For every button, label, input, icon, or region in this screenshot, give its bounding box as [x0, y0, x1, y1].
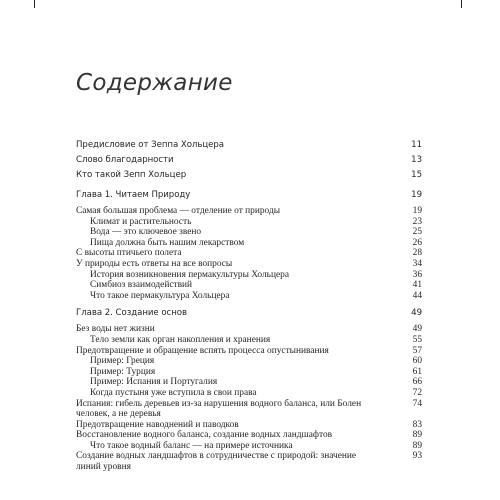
toc-entry-title: Пример: Турция — [90, 366, 156, 377]
toc-entry-title: Пища должна быть нашим лекарством — [90, 237, 245, 248]
toc-entry — [76, 291, 422, 302]
table-of-contents — [76, 138, 422, 473]
page-title: Содержание — [76, 70, 233, 96]
toc-entry-page-number: 25 — [412, 227, 422, 238]
toc-entry-page-number: 55 — [412, 334, 422, 345]
toc-entry — [76, 138, 422, 153]
toc-entry-page-number: 13 — [411, 155, 422, 165]
toc-entry-page-number: 89 — [412, 430, 422, 441]
toc-entry-page-number: 11 — [411, 140, 422, 150]
toc-entry-title: Предисловие от Зеппа Хольцера — [76, 140, 225, 150]
toc-entry-page-number: 28 — [412, 248, 422, 259]
toc-entry — [76, 270, 422, 281]
toc-entry-page-number: 49 — [411, 308, 422, 319]
toc-entry — [76, 188, 422, 203]
toc-entry-title: Симбиоз взаимодействий — [90, 280, 193, 291]
toc-entry — [76, 206, 422, 217]
toc-entry-title: Предотвращение наводнений и паводков — [76, 419, 239, 430]
toc-entry — [76, 335, 422, 346]
toc-entry-page-number: 44 — [412, 290, 422, 301]
toc-entry-page-number: 74 — [412, 398, 422, 409]
toc-entry-page-number: 41 — [412, 280, 422, 291]
toc-entry-page-number: 34 — [412, 258, 422, 269]
toc-entry — [76, 259, 422, 270]
toc-entry — [76, 399, 422, 420]
toc-entry-page-number: 36 — [412, 269, 422, 280]
toc-entry — [76, 356, 422, 367]
toc-entry-title: Создание водных ландшафтов в сотрудничестве с природой: значение линий уровня — [76, 451, 357, 473]
toc-entry-title: Восстановление водного баланса, создание водных ландшафтов — [76, 430, 333, 441]
toc-entry-page-number: 66 — [412, 377, 422, 388]
toc-entry-page-number: 72 — [412, 387, 422, 398]
toc-entry — [76, 420, 422, 431]
toc-entry — [76, 377, 422, 388]
toc-entry-page-number: 49 — [412, 324, 422, 335]
toc-entry-title: Самая большая проблема — отделение от природы — [76, 206, 281, 216]
crop-mark-left — [34, 0, 35, 8]
toc-entry-title: Климат и растительность — [90, 216, 192, 227]
toc-entry — [76, 168, 422, 183]
toc-entry — [76, 306, 422, 321]
toc-entry-page-number: 89 — [412, 440, 422, 451]
toc-entry-page-number: 15 — [411, 170, 422, 180]
toc-entry-title: Кто такой Зепп Хольцер — [76, 170, 187, 180]
toc-entry — [76, 346, 422, 357]
toc-entry-title: Предотвращение и обращение вспять процесса опустынивания — [76, 345, 329, 356]
toc-entry-page-number: 57 — [412, 345, 422, 356]
toc-entry — [76, 238, 422, 249]
toc-entry — [76, 388, 422, 399]
toc-entry — [76, 227, 422, 238]
toc-entry-title: Испания: гибель деревьев из-за нарушения водного баланса, или Болен человек, а не деревья — [76, 398, 362, 420]
toc-entry-page-number: 19 — [412, 206, 422, 216]
toc-entry — [76, 248, 422, 259]
toc-entry-title: Вода — это ключевое звено — [90, 227, 202, 238]
toc-entry-title: Слово благодарности — [76, 155, 174, 165]
toc-entry-title: С высоты птичьего полета — [76, 248, 182, 259]
toc-entry-title: Глава 2. Создание основ — [76, 308, 188, 319]
toc-entry-title: Когда пустыня уже вступила в свои права — [90, 387, 257, 398]
toc-entry-title: Пример: Греция — [90, 356, 155, 367]
toc-entry — [76, 441, 422, 452]
toc-entry — [76, 367, 422, 378]
toc-entry-title: Пример: Испания и Португалия — [90, 377, 218, 388]
toc-entry — [76, 280, 422, 291]
toc-entry-title: Глава 1. Читаем Природу — [76, 190, 191, 200]
toc-entry-page-number: 23 — [412, 216, 422, 227]
toc-entry-title: Без воды нет жизни — [76, 324, 155, 335]
crop-mark-right — [461, 0, 462, 8]
toc-entry — [76, 451, 422, 472]
toc-entry — [76, 153, 422, 168]
toc-entry-title: У природы есть ответы на все вопросы — [76, 258, 233, 269]
toc-entry-page-number: 61 — [412, 366, 422, 377]
toc-entry-page-number: 83 — [412, 419, 422, 430]
toc-entry-title: Что такое водный баланс — на примере источника — [90, 440, 293, 451]
toc-entry-title: Что такое пермакультура Хольцера — [90, 290, 230, 301]
toc-entry-page-number: 60 — [412, 356, 422, 367]
toc-entry — [76, 430, 422, 441]
toc-entry-title: Тело земли как орган накопления и хранения — [90, 334, 271, 345]
toc-entry-page-number: 26 — [412, 237, 422, 248]
toc-entry-page-number: 93 — [412, 451, 422, 462]
toc-entry-title: История возникновения пермакультуры Хольцера — [90, 269, 289, 280]
toc-entry-page-number: 19 — [411, 190, 422, 200]
toc-entry — [76, 217, 422, 228]
toc-entry — [76, 324, 422, 335]
